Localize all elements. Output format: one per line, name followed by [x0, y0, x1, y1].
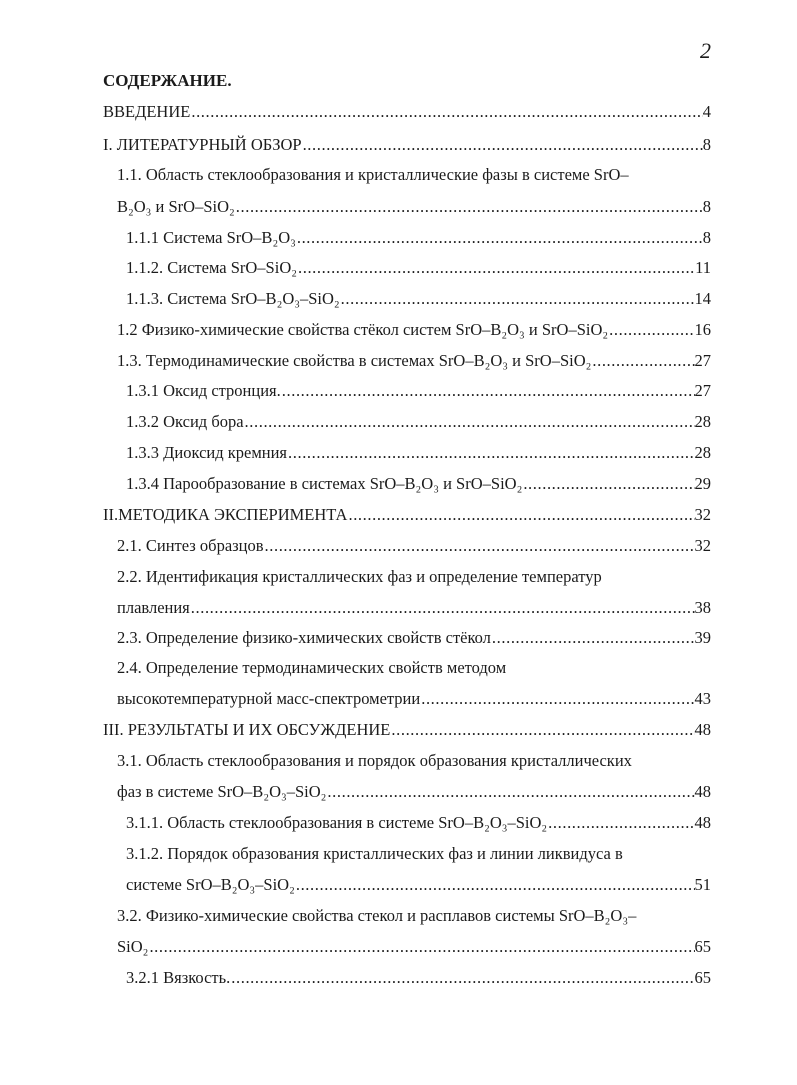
- toc-entry-page: 11: [695, 258, 711, 277]
- toc-entry-page: 29: [694, 474, 711, 493]
- toc-entry-page: 4: [702, 102, 711, 121]
- toc-entry-section-3[interactable]: [103, 718, 711, 742]
- toc-entry-1-2[interactable]: [117, 318, 711, 342]
- toc-entry-label: B₂O₃ и SrO–SiO₂: [117, 197, 235, 216]
- toc-entry-label: 1.3.1 Оксид стронция.: [126, 381, 281, 400]
- toc-entry-page: 32: [694, 536, 711, 555]
- toc-entry-page: 51: [694, 875, 711, 894]
- toc-entry-3-2-1[interactable]: [126, 966, 711, 990]
- toc-entry-3-1-2[interactable]: [126, 873, 711, 897]
- toc-entry-page: 48: [694, 813, 711, 832]
- dot-leader: [281, 379, 695, 403]
- dot-leader: [390, 718, 694, 742]
- dot-leader: [591, 349, 694, 373]
- toc-entry-2-2-line1[interactable]: 2.2. Идентификация кристаллических фаз и определение температур: [117, 567, 602, 586]
- toc-entry-1-1-2[interactable]: [126, 256, 711, 280]
- toc-entry-label: 1.3.3 Диоксид кремния: [126, 443, 288, 462]
- toc-entry-page: 38: [694, 598, 711, 617]
- toc-entry-1-1-1[interactable]: [126, 226, 711, 250]
- toc-entry-label: 3.1.1. Область стеклообразования в системе SrO–B₂O₃–SiO₂: [126, 813, 548, 832]
- toc-entry-label: 3.2.1 Вязкость.: [126, 968, 231, 987]
- page-title: СОДЕРЖАНИЕ.: [103, 71, 232, 90]
- toc-entry-page: 16: [694, 320, 711, 339]
- toc-entry-section-1[interactable]: [103, 133, 711, 157]
- toc-entry-label: III. РЕЗУЛЬТАТЫ И ИХ ОБСУЖДЕНИЕ: [103, 720, 391, 739]
- toc-entry-page: 14: [694, 289, 711, 308]
- toc-entry-page: 43: [694, 689, 711, 708]
- dot-leader: [420, 687, 694, 711]
- dot-leader: [295, 873, 695, 897]
- dot-leader: [230, 966, 694, 990]
- toc-entry-label: 2.3. Определение физико-химических свойств стёкол: [117, 628, 491, 647]
- toc-entry-intro[interactable]: [103, 100, 711, 124]
- toc-entry-page: 65: [694, 937, 711, 956]
- toc-entry-page: 32: [694, 505, 711, 524]
- dot-leader: [148, 935, 694, 959]
- dot-leader: [190, 100, 702, 124]
- dot-leader: [326, 780, 694, 804]
- toc-entry-2-3[interactable]: [117, 626, 711, 650]
- dot-leader: [296, 226, 703, 250]
- toc-entry-page: 27: [694, 381, 711, 400]
- toc-entry-label: ВВЕДЕНИЕ: [103, 102, 191, 121]
- toc-entry-label: высокотемпературной масс-спектрометрии: [117, 689, 421, 708]
- toc-entry-page: 39: [694, 628, 711, 647]
- toc-entry-2-1[interactable]: [117, 534, 711, 558]
- toc-entry-label: 1.2 Физико-химические свойства стёкол систем SrO–B₂O₃ и SrO–SiO₂: [117, 320, 609, 339]
- toc-entry-1-3-1[interactable]: [126, 379, 711, 403]
- toc-entry-label: 1.3. Термодинамические свойства в системах SrO–B₂O₃ и SrO–SiO₂: [117, 351, 592, 370]
- toc-entry-3-1-line1[interactable]: 3.1. Область стеклообразования и порядок образования кристаллических: [117, 751, 632, 770]
- toc-entry-1-3[interactable]: [117, 349, 711, 373]
- dot-leader: [297, 256, 695, 280]
- toc-entry-3-2[interactable]: [117, 935, 711, 959]
- toc-entry-page: 65: [694, 968, 711, 987]
- toc-entry-label: 2.1. Синтез образцов: [117, 536, 264, 555]
- toc-entry-page: 48: [694, 782, 711, 801]
- dot-leader: [340, 287, 695, 311]
- toc-entry-3-2-line1[interactable]: 3.2. Физико-химические свойства стекол и расплавов системы SrO–B₂O₃–: [117, 906, 637, 925]
- toc-entry-page: 8: [702, 135, 711, 154]
- toc-entry-1-1[interactable]: [117, 195, 711, 219]
- toc-entry-page: 48: [694, 720, 711, 739]
- toc-entry-2-2[interactable]: [117, 596, 711, 620]
- dot-leader: [244, 410, 695, 434]
- toc-entry-1-3-2[interactable]: [126, 410, 711, 434]
- toc-entry-label: 1.1.3. Система SrO–B₂O₃–SiO₂: [126, 289, 340, 308]
- dot-leader: [190, 596, 695, 620]
- toc-entry-2-4-line1[interactable]: 2.4. Определение термодинамических свойств методом: [117, 658, 507, 677]
- toc-entry-1-3-3[interactable]: [126, 441, 711, 465]
- toc-entry-2-4[interactable]: [117, 687, 711, 711]
- toc-entry-1-1-line1[interactable]: 1.1. Область стеклообразования и кристаллические фазы в системе SrO–: [117, 165, 629, 184]
- toc-entry-label: фаз в системе SrO–B₂O₃–SiO₂: [117, 782, 327, 801]
- dot-leader: [522, 472, 694, 496]
- toc-entry-section-2[interactable]: [103, 503, 711, 527]
- dot-leader: [287, 441, 694, 465]
- dot-leader: [264, 534, 695, 558]
- dot-leader: [302, 133, 703, 157]
- toc-entry-label: плавления: [117, 598, 190, 617]
- toc-entry-page: 28: [694, 412, 711, 431]
- toc-entry-3-1-2-line1[interactable]: 3.1.2. Порядок образования кристаллических фаз и линии ликвидуса в: [126, 844, 623, 863]
- toc-entry-label: I. ЛИТЕРАТУРНЫЙ ОБЗОР: [103, 135, 302, 154]
- toc-entry-1-1-3[interactable]: [126, 287, 711, 311]
- toc-entry-page: 8: [702, 228, 711, 247]
- toc-entry-label: системе SrO–B₂O₃–SiO₂: [126, 875, 295, 894]
- toc-entry-3-1-1[interactable]: [126, 811, 711, 835]
- toc-entry-label: 1.1.1 Система SrO–B₂O₃: [126, 228, 296, 247]
- toc-entry-1-3-4[interactable]: [126, 472, 711, 496]
- toc-entry-label: 1.1.2. Система SrO–SiO₂: [126, 258, 297, 277]
- toc-entry-3-1[interactable]: [117, 780, 711, 804]
- toc-entry-page: 8: [702, 197, 711, 216]
- dot-leader: [608, 318, 694, 342]
- toc-entry-label: 1.3.4 Парообразование в системах SrO–B₂O₃ и SrO–SiO₂: [126, 474, 523, 493]
- toc-entry-page: 28: [694, 443, 711, 462]
- dot-leader: [491, 626, 695, 650]
- page-number: 2: [700, 38, 711, 63]
- toc-entry-label: II.МЕТОДИКА ЭКСПЕРИМЕНТА: [103, 505, 348, 524]
- dot-leader: [547, 811, 694, 835]
- toc-entry-page: 27: [694, 351, 711, 370]
- dot-leader: [235, 195, 703, 219]
- toc-entry-label: SiO₂: [117, 937, 149, 956]
- toc-entry-label: 1.3.2 Оксид бора: [126, 412, 244, 431]
- dot-leader: [347, 503, 694, 527]
